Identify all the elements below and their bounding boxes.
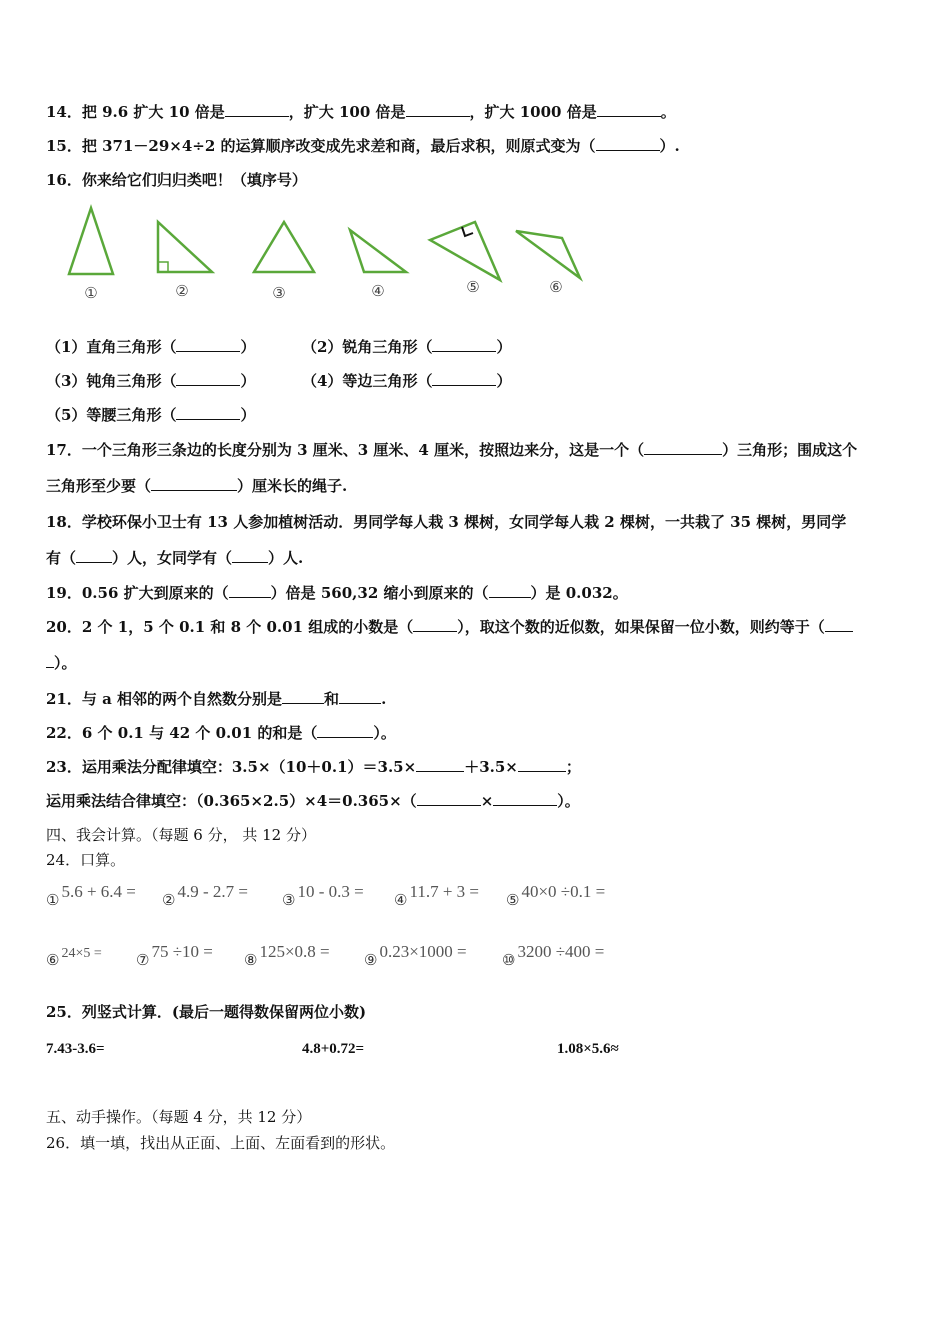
blank[interactable] — [229, 583, 271, 598]
blank[interactable] — [225, 102, 289, 117]
right-angle-mark-5 — [462, 227, 473, 236]
blank[interactable] — [176, 337, 240, 352]
calc-item-5: ⑤ 40×0 ÷0.1 = — [506, 882, 606, 909]
calc-item-6: ⑥ 24×5 = — [46, 946, 102, 969]
shape-label-2: ② — [175, 282, 189, 300]
blank[interactable] — [413, 617, 457, 632]
blank[interactable] — [76, 548, 112, 563]
question-22: 22．6 个 0.1 与 42 个 0.01 的和是（ ）。 — [46, 724, 396, 742]
vertical-calc-1: 7.43-3.6= — [46, 1041, 105, 1057]
blank[interactable] — [339, 689, 381, 704]
calc-item-1: ① 5.6 + 6.4 = — [46, 882, 136, 909]
question-16-stem: 16．你来给它们归归类吧！（填序号） — [46, 171, 307, 189]
blank[interactable] — [406, 102, 470, 117]
blank[interactable] — [416, 757, 464, 772]
question-20-cont: ）。 — [46, 653, 77, 673]
question-18-cont: 有（ ）人，女同学有（ ）人. — [46, 549, 304, 567]
blank[interactable] — [176, 371, 240, 386]
category-2: （2）锐角三角形（ ） — [302, 338, 512, 356]
calc-item-10: ⑩ 3200 ÷400 = — [502, 942, 605, 969]
section-5-heading: 五、动手操作。（每题 4 分，共 12 分） — [46, 1108, 312, 1126]
category-1: （1）直角三角形（ ） — [46, 338, 256, 356]
calc-item-8: ⑧ 125×0.8 = — [244, 942, 330, 969]
question-20: 20．2 个 1，5 个 0.1 和 8 个 0.01 组成的小数是（ ），取这个数的近似数，如果保留一位小数，则约等于（ — [46, 617, 853, 637]
shape-label-3: ③ — [272, 284, 286, 302]
question-14: 14．把 9.6 扩大 10 倍是 ，扩大 100 倍是 ，扩大 1000 倍是 。 — [46, 103, 676, 121]
blank[interactable] — [825, 617, 853, 632]
question-18: 18．学校环保小卫士有 13 人参加植树活动．男同学每人栽 3 棵树，女同学每人栽 2 棵树，一共栽了 35 棵树，男同学 — [46, 513, 847, 531]
calc-item-4: ④ 11.7 + 3 = — [394, 882, 479, 909]
right-angle-mark-2 — [158, 262, 168, 272]
triangle-5 — [430, 222, 500, 280]
triangle-3 — [254, 222, 314, 272]
blank[interactable] — [489, 583, 531, 598]
blank[interactable] — [493, 791, 557, 806]
blank[interactable] — [317, 723, 373, 738]
blank[interactable] — [46, 653, 54, 668]
calc-item-3: ③ 10 - 0.3 = — [282, 882, 364, 909]
triangle-6 — [516, 231, 580, 278]
question-17-cont: 三角形至少要（ ）厘米长的绳子. — [46, 477, 348, 495]
triangle-1 — [69, 208, 113, 274]
shape-label-4: ④ — [371, 282, 385, 300]
triangle-4 — [350, 230, 406, 272]
blank[interactable] — [432, 371, 496, 386]
shape-label-1: ① — [84, 284, 98, 302]
blank[interactable] — [176, 405, 240, 420]
blank[interactable] — [596, 136, 660, 151]
calc-item-9: ⑨ 0.23×1000 = — [364, 942, 467, 969]
category-3: （3）钝角三角形（ ） — [46, 372, 256, 390]
question-25-stem: 25．列竖式计算．(最后一题得数保留两位小数) — [46, 1003, 367, 1021]
question-24-stem: 24．口算。 — [46, 851, 126, 869]
category-5: （5）等腰三角形（ ） — [46, 406, 256, 424]
question-23-cont: 运用乘法结合律填空：（0.365×2.5）×4＝0.365×（ × ）。 — [46, 792, 580, 810]
question-15: 15．把 371－29×4÷2 的运算顺序改变成先求差和商，最后求积，则原式变为（ ）. — [46, 137, 680, 155]
vertical-calc-3: 1.08×5.6≈ — [557, 1041, 619, 1057]
blank[interactable] — [644, 440, 722, 455]
blank[interactable] — [597, 102, 661, 117]
question-26: 26．填一填，找出从正面、上面、左面看到的形状。 — [46, 1134, 396, 1152]
question-21: 21．与 a 相邻的两个自然数分别是 和 . — [46, 690, 387, 708]
shape-label-5: ⑤ — [466, 278, 480, 296]
section-4-heading: 四、我会计算。（每题 6 分， 共 12 分） — [46, 826, 316, 844]
category-4: （4）等边三角形（ ） — [302, 372, 512, 390]
shape-label-6: ⑥ — [549, 278, 563, 296]
blank[interactable] — [232, 548, 268, 563]
question-23: 23．运用乘法分配律填空：3.5×（10＋0.1）＝3.5× ＋3.5× ； — [46, 758, 581, 776]
blank[interactable] — [518, 757, 566, 772]
blank[interactable] — [282, 689, 324, 704]
question-19: 19．0.56 扩大到原来的（ ）倍是 560,32 缩小到原来的（ ）是 0.032。 — [46, 584, 628, 602]
triangle-2 — [158, 222, 212, 272]
vertical-calc-2: 4.8+0.72= — [302, 1041, 365, 1057]
blank[interactable] — [417, 791, 481, 806]
question-17: 17．一个三角形三条边的长度分别为 3 厘米、3 厘米、4 厘米，按照边来分，这是一个（ ）三角形；围成这个 — [46, 441, 858, 459]
calc-item-2: ② 4.9 - 2.7 = — [162, 882, 248, 909]
triangle-figures — [60, 200, 600, 310]
blank[interactable] — [432, 337, 496, 352]
calc-item-7: ⑦ 75 ÷10 = — [136, 942, 213, 969]
blank[interactable] — [151, 476, 237, 491]
